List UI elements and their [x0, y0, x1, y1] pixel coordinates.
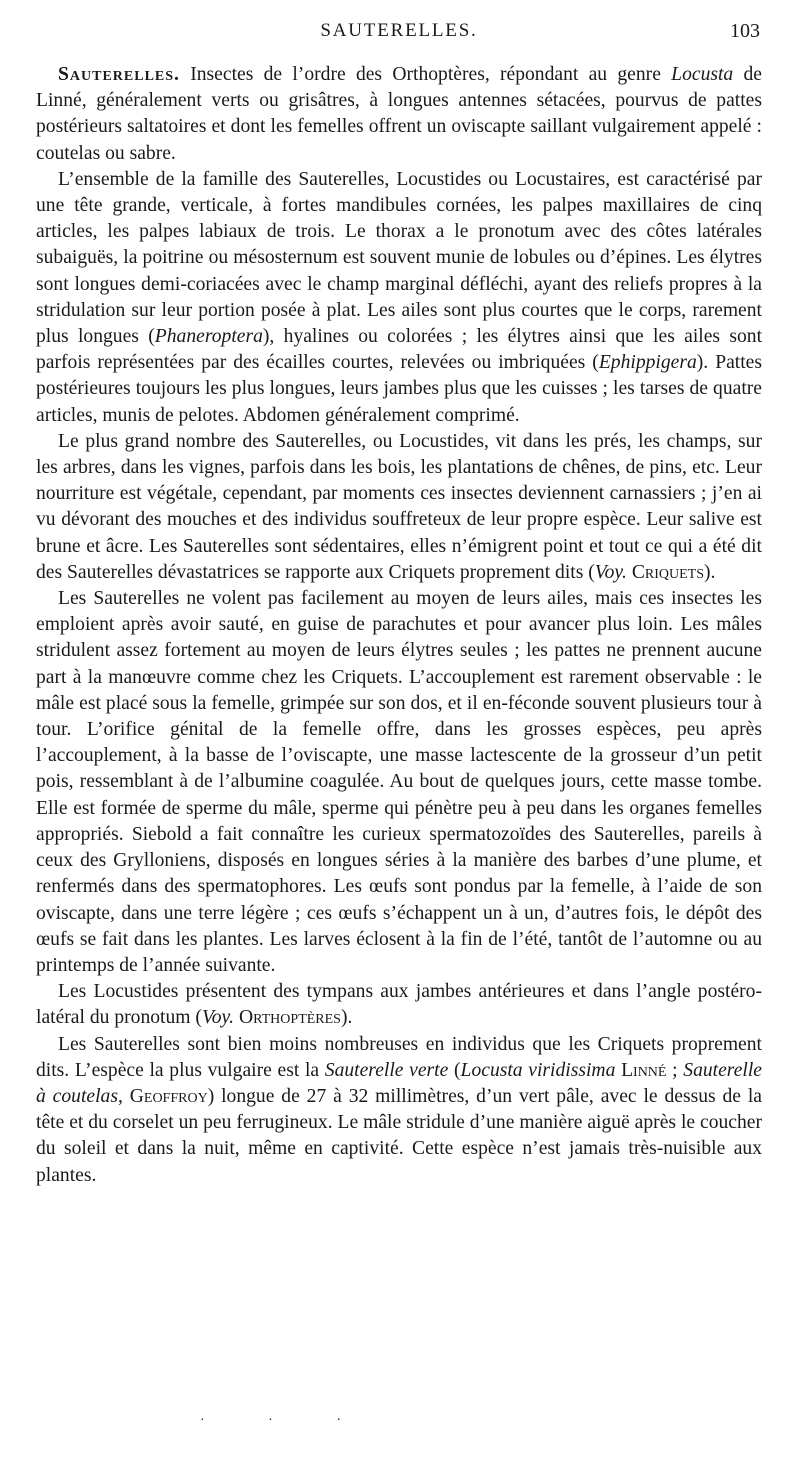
italic-term: Locusta viridissima: [460, 1059, 616, 1081]
smallcaps-term: Orthoptères: [238, 1007, 341, 1029]
text-segment: ). Pattes postérieures toujours les plus longues, leurs jambes plus que les cuisses ; les tarses de quatre articles, munis de pelotes. Abdomen généralement comprimé.: [36, 352, 762, 426]
smallcaps-term: Linné: [621, 1059, 667, 1081]
article-body: [36, 62, 762, 1189]
text-segment: Le plus grand nombre des Sauterelles, ou Locustides, vit dans les prés, les champs, sur les arbres, dans les vignes, parfois dans les bois, les plantations de chênes, de pins, etc. Leur nourriture est végétale, cependant, par moments ces insectes deviennent carnassiers ; j’en ai vu dévorant des mouches et des individus souffreteux de leur propre espèce. Leur salive est brune et âcre. Les Sauterelles sont sédentaires, elles n’émigrent point et tout ce qui a été dit des Sauterelles dévastatrices se rapporte aux Criquets proprement dits (: [36, 430, 762, 583]
text-segment: ) longue de 27 à 32 millimètres, d’un vert pâle, avec le dessus de la tête et du corselet un peu ferrugineux. Le mâle stridule d’une manière aiguë après le coucher du soleil et dans la nuit, même en captivité. Cette espèce n’est jamais très-nuisible aux plantes.: [36, 1085, 763, 1186]
page-number: 103: [730, 20, 760, 42]
smallcaps-term: Criquets: [631, 561, 704, 583]
italic-term: Voy.: [594, 561, 627, 583]
text-segment: ;: [666, 1059, 684, 1081]
italic-term: Sauterelle à coutelas: [36, 1059, 762, 1107]
text-segment: Les Locustides présentent des tympans aux jambes antérieures et dans l’angle postéro-latéral du pronotum (: [36, 981, 762, 1029]
text-segment: Les Sauterelles sont bien moins nombreuses en individus que les Criquets proprement dits. L’espèce la plus vulgaire est la: [36, 1033, 762, 1081]
paragraph: [36, 167, 762, 429]
text-segment: de Linné, généralement verts ou grisâtres, à longues antennes sétacées, pourvus de pattes postérieurs saltatoires et dont les femelles offrent un oviscapte saillant vulgairement appelé : coutelas ou sabre.: [36, 64, 762, 164]
text-segment: Les Sauterelles ne volent pas facilement au moyen de leurs ailes, mais ces insectes les emploient après avoir sauté, en guise de parachutes et pour avancer plus loin. Les mâles stridulent assez fortement au moyen de leurs élytres seules ; les pattes ne prennent aucune part à la manœuvre comme chez les Criquets. L’accouplement est rarement observable : le mâle est placé sous la femelle, grimpée sur son dos, et il en-féconde souvent plusieurs tour à tour. L’orifice génital de la femelle offre, dans les grosses espèces, peu après l’accouplement, à la basse de l’oviscapte, une masse lactescente de la grosseur d’un petit pois, ressemblant à de l’albumine coagulée. Au bout de quelques jours, cette masse tombe. Elle est formée de sperme du mâle, sperme qui pénètre peu à peu dans les organes femelles appropriés. Siebold a fait connaître les curieux spermatozoïdes des Sauterelles, pareils à ceux des Grylloniens, disposés en longues séries à la manière des barbes d’une plume, et renfermés dans des spermatophores. Les œufs sont pondus par la femelle, à l’aide de son oviscapte, dans une terre légère ; ces œufs s’échappent un à un, d’autres fois, le dépôt des œufs se fait dans les plantes. Les larves éclosent à la fin de l’été, tantôt de l’automne ou au printemps de l’année suivante.: [36, 588, 762, 976]
paragraph: [36, 429, 762, 586]
text-segment: ).: [340, 1007, 353, 1029]
italic-term: Phaneroptera: [154, 326, 263, 348]
italic-term: Voy.: [201, 1007, 235, 1029]
entry-headword: Sauterelles.: [58, 64, 180, 85]
text-segment: Insectes de l’ordre des Orthoptères, répondant au genre: [179, 64, 672, 85]
italic-term: Locusta: [671, 64, 734, 85]
footer-marks: · · ·: [200, 1413, 371, 1428]
running-title: SAUTERELLES.: [320, 20, 478, 41]
paragraph: [36, 586, 762, 979]
text-segment: ), hyalines ou colorées ; les élytres ainsi que les ailes sont parfois représentées par des écailles courtes, relevées ou imbriquées (: [36, 326, 763, 374]
italic-term: Ephippigera: [598, 352, 697, 374]
text-segment: ,: [117, 1085, 130, 1107]
text-segment: L’ensemble de la famille des Sauterelles, Locustides ou Locustaires, est caractérisé par une tête grande, verticale, à fortes mandibules cornées, les palpes maxillaires de cinq articles, les palpes labiaux de trois. Le thorax a le pronotum avec des côtes latérales subaiguës, la poitrine ou mésosternum est souvent munie de lobules ou d’épines. Les élytres sont longues demi-coriacées avec le champ marginal défléchi, ayant des reliefs propres à la stridulation sur leur portion posée à plat. Les ailes sont plus courtes que le corps, rarement plus longues (: [36, 168, 762, 348]
page-header: [36, 20, 762, 50]
text-segment: (: [448, 1059, 461, 1081]
paragraph: [36, 62, 762, 167]
text-segment: ).: [704, 561, 716, 583]
smallcaps-term: Geoffroy: [129, 1085, 208, 1107]
paragraph: [36, 1032, 762, 1189]
paragraph: [36, 979, 762, 1031]
italic-term: Sauterelle verte: [324, 1059, 449, 1081]
